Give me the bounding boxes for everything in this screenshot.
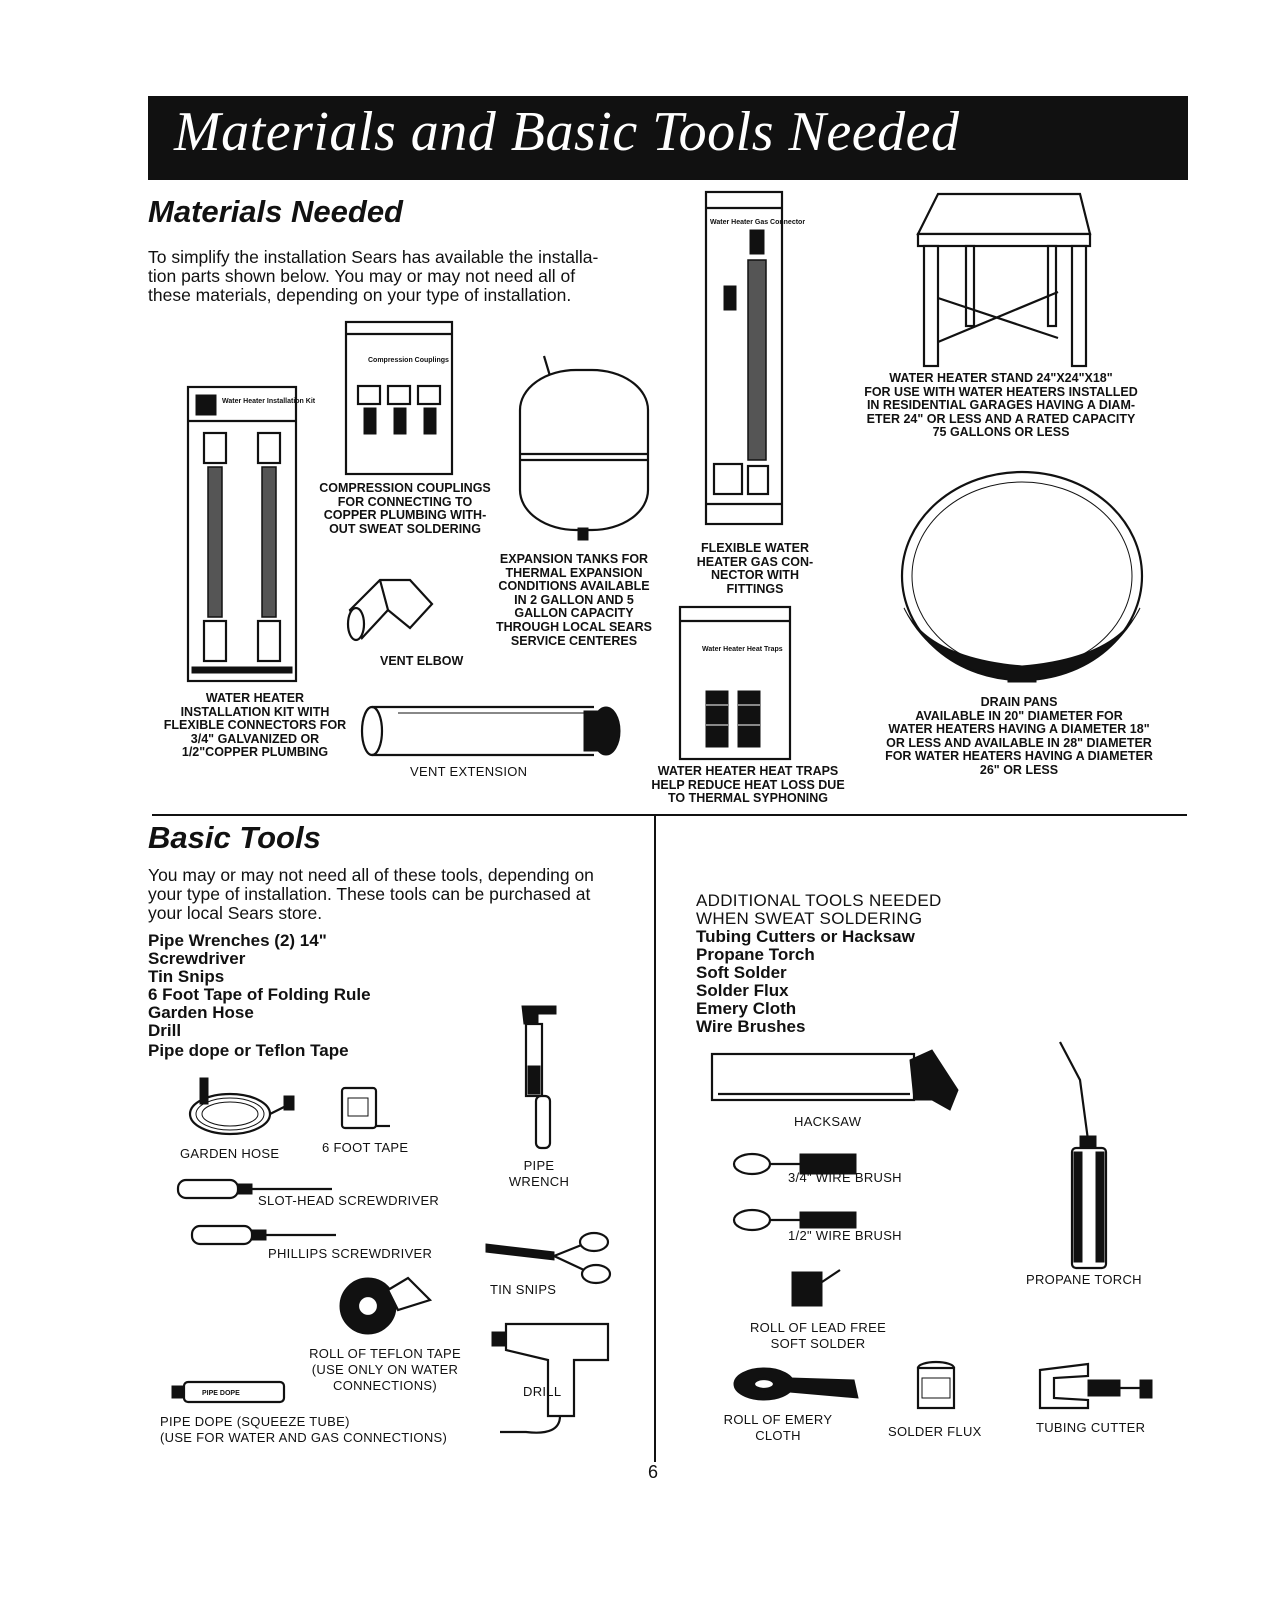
gas-connector-caption: FLEXIBLE WATER HEATER GAS CON- NECTOR WITH FITTINGS [696,541,814,596]
list-item: Screwdriver [148,949,246,968]
additional-heading: WHEN SWEAT SOLDERING [696,909,923,928]
traps-card-text: Water Heater Heat Traps [702,646,783,653]
stand-caption: WATER HEATER STAND 24"X24"X18" FOR USE WITH WATER HEATERS INSTALLED IN RESIDENTIAL GARAGES HAVING A DIAM- ETER 24" OR LESS AND A RATED CAPACITY 75 GALLONS OR LESS [864,371,1138,440]
garden-hose-illustration [186,1076,296,1138]
intro-line: these materials, depending on your type of installation. [148,285,572,305]
emery-cloth-illustration [730,1364,870,1404]
hacksaw-illustration [710,1050,970,1116]
intro-line: your type of installation. These tools can be purchased at [148,884,591,904]
garden-hose-label: GARDEN HOSE [180,1146,280,1161]
gas-connector-illustration [704,190,806,526]
intro-line: You may or may not need all of these tools, depending on [148,865,594,885]
intro-line: tion parts shown below. You may or may not need all of [148,266,576,286]
expansion-tank-illustration [514,356,654,540]
list-item: Garden Hose [148,1003,254,1022]
tape-measure-illustration [340,1086,390,1132]
column-divider [654,814,656,1462]
tubing-cutter-illustration [1036,1360,1156,1412]
list-item: Pipe Wrenches (2) 14" [148,931,327,950]
vent-extension-illustration [358,703,628,759]
heat-traps-illustration [678,605,792,761]
tape-label: 6 FOOT TAPE [322,1140,409,1155]
water-heater-stand-illustration [908,192,1094,370]
basic-tools-title: Basic Tools [148,820,321,855]
vent-extension-caption: VENT EXTENSION [410,764,528,779]
tubing-cutter-label: TUBING CUTTER [1036,1420,1146,1435]
vent-elbow-illustration [340,570,440,650]
heat-traps-caption: WATER HEATER HEAT TRAPS HELP REDUCE HEAT LOSS DUE TO THERMAL SYPHONING [651,764,845,806]
tin-snips-illustration [484,1230,614,1290]
list-item: Solder Flux [696,981,789,1000]
propane-torch-label: PROPANE TORCH [1026,1272,1142,1287]
list-item: Wire Brushes [696,1017,806,1036]
section-divider [152,814,1187,816]
banner-title: Materials and Basic Tools Needed [174,101,960,163]
wire-brush-12-label: 1/2" WIRE BRUSH [788,1228,902,1243]
expansion-tank-caption: EXPANSION TANKS FOR THERMAL EXPANSION CONDITIONS AVAILABLE IN 2 GALLON AND 5 GALLON CAPACITY THROUGH LOCAL SEARS SERVICE CENTERES [495,552,653,648]
solder-roll-illustration [784,1262,844,1314]
page-number: 6 [648,1462,659,1482]
teflon-tape-illustration [338,1276,438,1336]
intro-line: To simplify the installation Sears has available the installa- [148,247,599,267]
list-item: Emery Cloth [696,999,797,1018]
emery-label: ROLL OF EMERY CLOTH [723,1412,833,1443]
drill-label: DRILL [523,1384,562,1399]
phillips-screwdriver-label: PHILLIPS SCREWDRIVER [268,1246,433,1261]
gas-card-text: Water Heater Gas Connector [710,219,806,226]
install-kit-caption: WATER HEATER INSTALLATION KIT WITH FLEXIBLE CONNECTORS FOR 3/4" GALVANIZED OR 1/2"COPPER PLUMBING [163,691,347,760]
list-item: Tubing Cutters or Hacksaw [696,927,915,946]
slot-screwdriver-label: SLOT-HEAD SCREWDRIVER [258,1193,440,1208]
list-item: Soft Solder [696,963,787,982]
materials-intro [148,248,668,305]
teflon-tape-label: ROLL OF TEFLON TAPE (USE ONLY ON WATER CONNECTIONS) [309,1346,461,1393]
pipe-dope-tube-illustration [170,1378,290,1406]
pipe-wrench-label: PIPE WRENCH [508,1158,570,1189]
pipe-dope-label: PIPE DOPE (SQUEEZE TUBE) (USE FOR WATER AND GAS CONNECTIONS) [160,1414,448,1445]
intro-line: your local Sears store. [148,903,323,923]
list-item: 6 Foot Tape of Folding Rule [148,985,371,1004]
additional-heading: ADDITIONAL TOOLS NEEDED [696,891,942,910]
drill-illustration [490,1320,620,1440]
solder-label: ROLL OF LEAD FREE SOFT SOLDER [749,1320,887,1351]
additional-tools-list [696,892,942,1036]
phillips-screwdriver-illustration [190,1224,340,1246]
tools-intro [148,866,648,923]
compression-caption: COMPRESSION COUPLINGS FOR CONNECTING TO COPPER PLUMBING WITH- OUT SWEAT SOLDERING [319,481,491,536]
installation-kit-illustration [186,385,316,683]
wire-brush-34-label: 3/4" WIRE BRUSH [788,1170,902,1185]
vent-elbow-caption: VENT ELBOW [380,654,464,668]
propane-torch-illustration [1056,1040,1126,1272]
list-item: Propane Torch [696,945,815,964]
basic-tools-list [148,932,371,1060]
solder-flux-illustration [914,1360,960,1412]
hacksaw-label: HACKSAW [794,1114,862,1129]
materials-title: Materials Needed [148,194,403,229]
compression-card-text: Compression Couplings [368,357,449,364]
list-item: Drill [148,1021,182,1040]
pipe-wrench-illustration [516,1000,566,1152]
list-item: Pipe dope or Teflon Tape [148,1041,349,1060]
tin-snips-label: TIN SNIPS [490,1282,557,1297]
compression-couplings-illustration [344,320,454,476]
list-item: Tin Snips [148,967,225,986]
drain-pan-illustration [896,468,1146,686]
page-banner [148,96,1188,180]
drain-pans-caption: DRAIN PANS AVAILABLE IN 20" DIAMETER FOR WATER HEATERS HAVING A DIAMETER 18" OR LESS AND AVAILABLE IN 28" DIAMETER FOR WATER HEATERS HAVING A DIAMETER 26" OR LESS [885,695,1153,777]
solder-flux-label: SOLDER FLUX [888,1424,982,1439]
tube-text: PIPE DOPE [202,1390,240,1397]
kit-card-text: Water Heater Installation Kit [222,398,316,405]
